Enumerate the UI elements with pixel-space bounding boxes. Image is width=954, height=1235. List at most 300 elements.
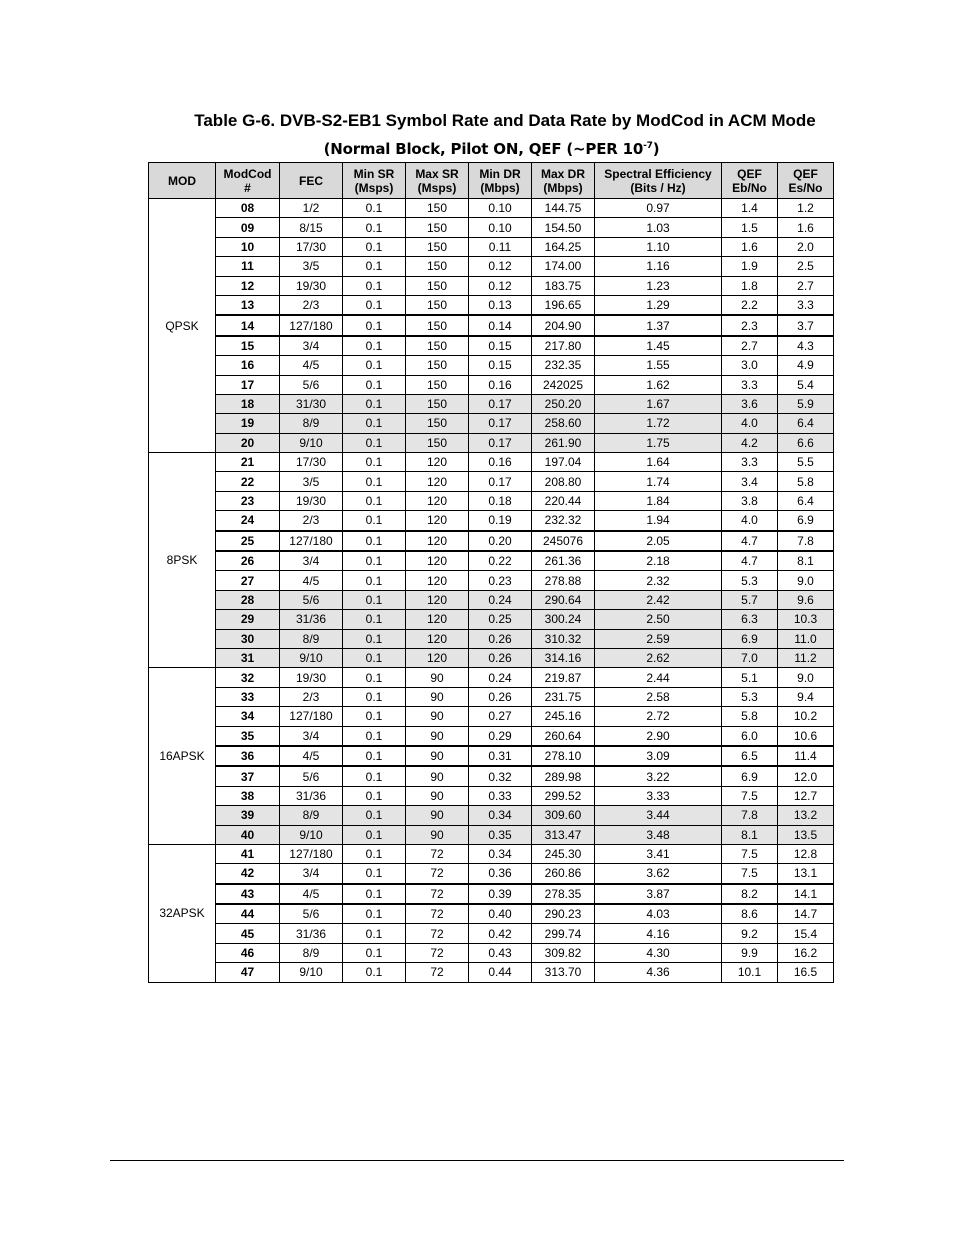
header-label: ModCod (223, 166, 272, 181)
table-cell: 0.1 (343, 668, 406, 687)
modcod-cell: 36 (216, 746, 280, 766)
table-row (149, 199, 834, 218)
header-unit: (Mbps) (480, 180, 520, 195)
table-cell: 0.1 (343, 648, 406, 667)
table-cell: 0.20 (469, 531, 532, 551)
table-cell: 150 (406, 394, 469, 413)
header-label: Max DR (540, 166, 585, 181)
table-cell: 0.12 (469, 276, 532, 295)
table-cell: 0.22 (469, 551, 532, 571)
table-row (149, 648, 834, 667)
table-row (149, 825, 834, 844)
table-cell: 1/2 (280, 199, 343, 218)
header-unit: (Msps) (417, 180, 457, 195)
table-cell: 0.17 (469, 433, 532, 452)
table-cell: 290.23 (532, 904, 595, 924)
modcod-cell: 27 (216, 571, 280, 590)
table-cell: 5/6 (280, 904, 343, 924)
column-header (280, 163, 343, 199)
table-cell: 260.64 (532, 726, 595, 746)
table-cell: 0.1 (343, 786, 406, 805)
table-cell: 204.90 (532, 315, 595, 335)
table-row (149, 531, 834, 551)
header-label: Spectral Efficiency (604, 166, 712, 181)
table-cell: 0.11 (469, 237, 532, 256)
table-cell: 16.2 (778, 943, 834, 962)
table-cell: 120 (406, 590, 469, 609)
table-cell: 6.6 (778, 433, 834, 452)
table-cell: 3.41 (595, 844, 722, 863)
table-cell: 0.35 (469, 825, 532, 844)
table-cell: 208.80 (532, 472, 595, 491)
table-cell: 72 (406, 904, 469, 924)
table-cell: 2.7 (778, 276, 834, 295)
table-cell: 0.19 (469, 511, 532, 531)
table-row (149, 766, 834, 786)
table-cell: 0.1 (343, 315, 406, 335)
header-unit: Es/No (788, 180, 823, 195)
table-cell: 9.0 (778, 571, 834, 590)
header-label: Min SR (353, 166, 395, 181)
header-label: FEC (299, 173, 323, 188)
table-cell: 3.3 (778, 295, 834, 315)
table-cell: 90 (406, 668, 469, 687)
table-cell: 6.9 (722, 766, 778, 786)
table-row (149, 844, 834, 863)
table-cell: 1.5 (722, 218, 778, 237)
table-cell: 3/4 (280, 551, 343, 571)
table-cell: 150 (406, 276, 469, 295)
table-cell: 0.1 (343, 904, 406, 924)
modcod-cell: 19 (216, 414, 280, 433)
table-cell: 127/180 (280, 844, 343, 863)
modcod-cell: 15 (216, 336, 280, 356)
header-label: Max SR (415, 166, 459, 181)
table-row (149, 491, 834, 510)
table-cell: 0.24 (469, 668, 532, 687)
modcod-cell: 40 (216, 825, 280, 844)
table-cell: 90 (406, 746, 469, 766)
table-cell: 0.1 (343, 943, 406, 962)
table-cell: 72 (406, 884, 469, 904)
table-cell: 0.42 (469, 924, 532, 943)
table-row (149, 629, 834, 648)
table-cell: 120 (406, 531, 469, 551)
column-header (406, 163, 469, 199)
table-cell: 7.8 (778, 531, 834, 551)
table-cell: 0.1 (343, 257, 406, 276)
table-cell: 245.16 (532, 707, 595, 726)
table-cell: 0.1 (343, 453, 406, 472)
table-cell: 72 (406, 943, 469, 962)
table-cell: 4/5 (280, 746, 343, 766)
header-label: QEF (737, 166, 762, 181)
table-cell: 0.97 (595, 199, 722, 218)
mod-cell: 32APSK (149, 844, 216, 982)
table-cell: 183.75 (532, 276, 595, 295)
table-cell: 4.03 (595, 904, 722, 924)
table-cell: 3.6 (722, 394, 778, 413)
table-cell: 314.16 (532, 648, 595, 667)
table-cell: 0.1 (343, 590, 406, 609)
table-cell: 16.5 (778, 963, 834, 982)
table-cell: 12.7 (778, 786, 834, 805)
table-cell: 5/6 (280, 375, 343, 394)
table-body (149, 199, 834, 983)
table-cell: 17/30 (280, 453, 343, 472)
table-cell: 0.36 (469, 864, 532, 884)
table-cell: 6.0 (722, 726, 778, 746)
header-label: QEF (793, 166, 818, 181)
table-cell: 4.7 (722, 551, 778, 571)
table-cell: 0.15 (469, 356, 532, 375)
table-cell: 19/30 (280, 276, 343, 295)
table-cell: 90 (406, 687, 469, 706)
table-cell: 127/180 (280, 707, 343, 726)
column-header (216, 163, 280, 199)
table-cell: 0.1 (343, 864, 406, 884)
table-cell: 8.2 (722, 884, 778, 904)
table-cell: 72 (406, 924, 469, 943)
column-header (343, 163, 406, 199)
table-cell: 6.9 (722, 629, 778, 648)
header-label: MOD (168, 173, 196, 188)
table-row (149, 726, 834, 746)
header-unit: Eb/No (732, 180, 767, 195)
table-row (149, 864, 834, 884)
table-cell: 1.75 (595, 433, 722, 452)
table-row (149, 571, 834, 590)
table-cell: 258.60 (532, 414, 595, 433)
table-cell: 0.10 (469, 199, 532, 218)
table-row (149, 472, 834, 491)
table-cell: 1.29 (595, 295, 722, 315)
table-cell: 2.18 (595, 551, 722, 571)
table-cell: 4.0 (722, 511, 778, 531)
table-cell: 0.1 (343, 511, 406, 531)
table-cell: 5.7 (722, 590, 778, 609)
table-cell: 9.9 (722, 943, 778, 962)
table-cell: 0.17 (469, 394, 532, 413)
table-cell: 6.9 (778, 511, 834, 531)
table-cell: 9/10 (280, 825, 343, 844)
table-cell: 196.65 (532, 295, 595, 315)
table-row (149, 668, 834, 687)
table-cell: 0.13 (469, 295, 532, 315)
table-cell: 289.98 (532, 766, 595, 786)
table-cell: 150 (406, 356, 469, 375)
table-cell: 0.1 (343, 924, 406, 943)
table-cell: 90 (406, 786, 469, 805)
table-cell: 5.8 (778, 472, 834, 491)
table-cell: 150 (406, 257, 469, 276)
table-cell: 4.36 (595, 963, 722, 982)
table-row (149, 806, 834, 825)
table-cell: 31/30 (280, 394, 343, 413)
table-cell: 0.1 (343, 472, 406, 491)
table-cell: 72 (406, 844, 469, 863)
column-header (595, 163, 722, 199)
table-cell: 4.7 (722, 531, 778, 551)
header-unit: # (244, 180, 251, 195)
table-cell: 120 (406, 648, 469, 667)
table-title: Table G-6. DVB-S2-EB1 Symbol Rate and Data Rate by ModCod in ACM Mode (194, 111, 816, 130)
modcod-cell: 11 (216, 257, 280, 276)
table-cell: 19/30 (280, 491, 343, 510)
table-cell: 12.0 (778, 766, 834, 786)
table-cell: 3.4 (722, 472, 778, 491)
column-header (778, 163, 834, 199)
table-cell: 90 (406, 825, 469, 844)
modcod-cell: 35 (216, 726, 280, 746)
table-cell: 0.1 (343, 963, 406, 982)
table-cell: 0.39 (469, 884, 532, 904)
table-cell: 0.1 (343, 806, 406, 825)
table-row (149, 276, 834, 295)
table-cell: 1.9 (722, 257, 778, 276)
table-cell: 219.87 (532, 668, 595, 687)
table-cell: 5.1 (722, 668, 778, 687)
mod-cell: 16APSK (149, 668, 216, 845)
table-cell: 6.5 (722, 746, 778, 766)
table-cell: 2/3 (280, 687, 343, 706)
table-cell: 0.1 (343, 276, 406, 295)
table-cell: 6.4 (778, 414, 834, 433)
table-cell: 3/4 (280, 864, 343, 884)
table-cell: 0.23 (469, 571, 532, 590)
table-cell: 3.44 (595, 806, 722, 825)
table-cell: 0.1 (343, 551, 406, 571)
table-cell: 3/4 (280, 336, 343, 356)
table-cell: 313.47 (532, 825, 595, 844)
table-cell: 245076 (532, 531, 595, 551)
modcod-cell: 26 (216, 551, 280, 571)
table-cell: 261.90 (532, 433, 595, 452)
table-cell: 10.2 (778, 707, 834, 726)
table-cell: 1.03 (595, 218, 722, 237)
mod-cell: 8PSK (149, 453, 216, 668)
table-cell: 2.50 (595, 610, 722, 629)
table-cell: 13.1 (778, 864, 834, 884)
table-cell: 11.4 (778, 746, 834, 766)
table-cell: 127/180 (280, 531, 343, 551)
table-cell: 174.00 (532, 257, 595, 276)
header-unit: (Mbps) (543, 180, 583, 195)
table-cell: 0.14 (469, 315, 532, 335)
table-cell: 6.4 (778, 491, 834, 510)
table-cell: 1.64 (595, 453, 722, 472)
table-cell: 5/6 (280, 590, 343, 609)
table-cell: 8/9 (280, 629, 343, 648)
table-cell: 120 (406, 511, 469, 531)
table-cell: 1.16 (595, 257, 722, 276)
table-cell: 5/6 (280, 766, 343, 786)
table-cell: 232.32 (532, 511, 595, 531)
table-cell: 1.84 (595, 491, 722, 510)
table-cell: 290.64 (532, 590, 595, 609)
table-cell: 150 (406, 414, 469, 433)
table-cell: 2.5 (778, 257, 834, 276)
table-cell: 3.3 (722, 375, 778, 394)
table-row (149, 375, 834, 394)
table-row (149, 610, 834, 629)
table-cell: 2.2 (722, 295, 778, 315)
table-cell: 164.25 (532, 237, 595, 256)
subtitle-text: (Normal Block, Pilot ON, QEF (~PER 10 (323, 140, 644, 158)
table-cell: 0.1 (343, 844, 406, 863)
table-cell: 5.3 (722, 571, 778, 590)
modcod-cell: 24 (216, 511, 280, 531)
table-cell: 1.23 (595, 276, 722, 295)
table-cell: 9.6 (778, 590, 834, 609)
table-cell: 3.09 (595, 746, 722, 766)
modcod-cell: 44 (216, 904, 280, 924)
header-unit: (Msps) (354, 180, 394, 195)
table-cell: 0.31 (469, 746, 532, 766)
table-row (149, 511, 834, 531)
table-cell: 260.86 (532, 864, 595, 884)
table-cell: 299.74 (532, 924, 595, 943)
table-cell: 5.5 (778, 453, 834, 472)
table-cell: 120 (406, 491, 469, 510)
modcod-cell: 21 (216, 453, 280, 472)
table-cell: 0.1 (343, 531, 406, 551)
table-cell: 4.0 (722, 414, 778, 433)
table-cell: 278.88 (532, 571, 595, 590)
table-cell: 4.3 (778, 336, 834, 356)
table-cell: 154.50 (532, 218, 595, 237)
table-cell: 1.55 (595, 356, 722, 375)
table-cell: 10.3 (778, 610, 834, 629)
table-cell: 9/10 (280, 963, 343, 982)
table-cell: 0.1 (343, 237, 406, 256)
table-cell: 5.8 (722, 707, 778, 726)
table-subtitle (150, 140, 833, 158)
table-row (149, 394, 834, 413)
table-cell: 8.1 (722, 825, 778, 844)
table-cell: 7.5 (722, 786, 778, 805)
table-cell: 0.17 (469, 414, 532, 433)
table-cell: 0.26 (469, 687, 532, 706)
table-cell: 120 (406, 610, 469, 629)
table-cell: 5.9 (778, 394, 834, 413)
table-cell: 144.75 (532, 199, 595, 218)
table-cell: 31/36 (280, 924, 343, 943)
table-cell: 31/36 (280, 610, 343, 629)
column-header (469, 163, 532, 199)
table-cell: 0.29 (469, 726, 532, 746)
table-cell: 4/5 (280, 356, 343, 375)
header-unit: (Bits / Hz) (630, 180, 686, 195)
table-cell: 0.1 (343, 707, 406, 726)
table-cell: 4.2 (722, 433, 778, 452)
modcod-cell: 28 (216, 590, 280, 609)
table-cell: 0.1 (343, 295, 406, 315)
table-cell: 9.4 (778, 687, 834, 706)
modcod-cell: 42 (216, 864, 280, 884)
modcod-cell: 37 (216, 766, 280, 786)
table-cell: 120 (406, 472, 469, 491)
table-cell: 2.90 (595, 726, 722, 746)
table-cell: 0.1 (343, 766, 406, 786)
table-cell: 3/5 (280, 472, 343, 491)
table-row (149, 237, 834, 256)
table-cell: 0.1 (343, 491, 406, 510)
table-cell: 0.26 (469, 629, 532, 648)
table-cell: 120 (406, 571, 469, 590)
table-cell: 14.7 (778, 904, 834, 924)
table-cell: 120 (406, 551, 469, 571)
table-cell: 0.27 (469, 707, 532, 726)
table-cell: 1.4 (722, 199, 778, 218)
subtitle-suffix: ) (652, 140, 660, 158)
table-cell: 1.72 (595, 414, 722, 433)
table-cell: 10.6 (778, 726, 834, 746)
mod-cell: QPSK (149, 199, 216, 453)
table-cell: 2.0 (778, 237, 834, 256)
modcod-cell: 16 (216, 356, 280, 375)
table-cell: 3.8 (722, 491, 778, 510)
table-cell: 2.3 (722, 315, 778, 335)
table-cell: 0.1 (343, 726, 406, 746)
table-cell: 299.52 (532, 786, 595, 805)
table-row (149, 414, 834, 433)
table-cell: 150 (406, 295, 469, 315)
table-cell: 0.34 (469, 844, 532, 863)
table-cell: 2.72 (595, 707, 722, 726)
table-cell: 309.82 (532, 943, 595, 962)
table-cell: 150 (406, 375, 469, 394)
table-row (149, 433, 834, 452)
table-cell: 0.44 (469, 963, 532, 982)
modcod-cell: 45 (216, 924, 280, 943)
table-cell: 231.75 (532, 687, 595, 706)
table-cell: 0.32 (469, 766, 532, 786)
modcod-cell: 13 (216, 295, 280, 315)
table-cell: 0.16 (469, 453, 532, 472)
table-row (149, 356, 834, 375)
table-cell: 2/3 (280, 511, 343, 531)
table-cell: 0.1 (343, 629, 406, 648)
table-cell: 0.1 (343, 825, 406, 844)
table-cell: 217.80 (532, 336, 595, 356)
table-cell: 150 (406, 199, 469, 218)
modcod-cell: 31 (216, 648, 280, 667)
table-cell: 5.4 (778, 375, 834, 394)
table-cell: 2/3 (280, 295, 343, 315)
table-cell: 0.26 (469, 648, 532, 667)
table-cell: 3/4 (280, 726, 343, 746)
table-cell: 1.6 (722, 237, 778, 256)
table-row (149, 963, 834, 982)
table-cell: 7.5 (722, 864, 778, 884)
table-cell: 0.1 (343, 394, 406, 413)
table-cell: 3.87 (595, 884, 722, 904)
table-cell: 0.1 (343, 610, 406, 629)
table-cell: 1.62 (595, 375, 722, 394)
table-cell: 90 (406, 806, 469, 825)
modcod-cell: 38 (216, 786, 280, 805)
table-cell: 150 (406, 315, 469, 335)
table-cell: 0.1 (343, 687, 406, 706)
table-cell: 31/36 (280, 786, 343, 805)
table-cell: 3.0 (722, 356, 778, 375)
table-cell: 0.1 (343, 884, 406, 904)
table-cell: 250.20 (532, 394, 595, 413)
table-cell: 2.42 (595, 590, 722, 609)
table-cell: 9.2 (722, 924, 778, 943)
table-row (149, 943, 834, 962)
